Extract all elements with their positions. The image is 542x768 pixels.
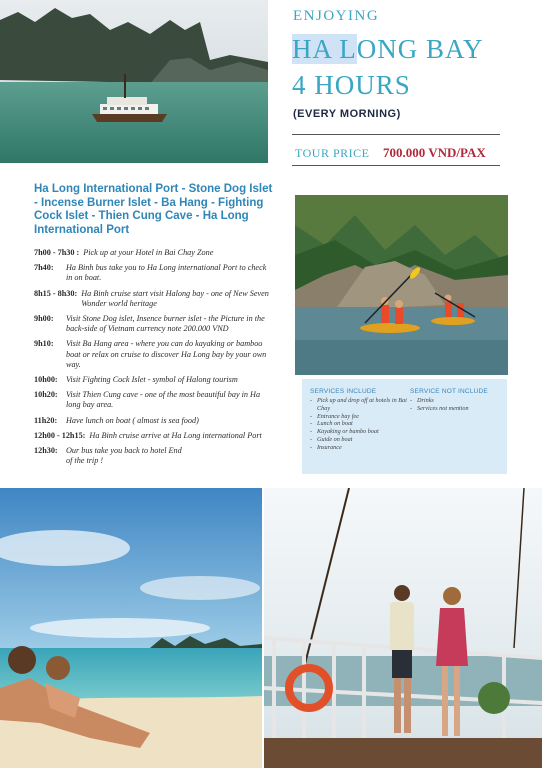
schedule-time: 7h00 - 7h30 : bbox=[34, 248, 80, 257]
list-item: - Kayaking or bambo boat bbox=[310, 428, 408, 436]
services-exclude-column bbox=[410, 388, 505, 413]
schedule-time: 10h20: bbox=[34, 390, 58, 400]
kicker-text: ENJOYING bbox=[293, 8, 380, 24]
schedule-item bbox=[34, 314, 274, 334]
schedule-item bbox=[34, 416, 274, 426]
list-item: - Guide on boat bbox=[310, 436, 408, 444]
schedule-desc: Ha Binh cruise arrive at Ha Long international Port bbox=[89, 430, 262, 440]
schedule-time: 8h15 - 8h30: bbox=[34, 288, 78, 298]
schedule-item bbox=[34, 289, 274, 309]
schedule-time: 12h30: bbox=[34, 446, 58, 456]
price-label: TOUR PRICE bbox=[295, 146, 370, 160]
tour-duration: 4 HOURS bbox=[292, 70, 411, 100]
schedule-time: 9h10: bbox=[34, 339, 54, 349]
list-item: - Services not mention bbox=[410, 405, 505, 413]
schedule-desc: Have lunch on boat ( almost is sea food) bbox=[66, 415, 199, 425]
services-exclude-heading: SERVICE NOT INCLUDE bbox=[410, 388, 488, 395]
tour-title bbox=[292, 34, 484, 65]
schedule-time: 10h00: bbox=[34, 375, 58, 385]
schedule-time: 9h00: bbox=[34, 314, 54, 324]
services-include-column bbox=[310, 388, 408, 452]
list-item: - Entrance bay fee bbox=[310, 413, 408, 421]
services-include-heading: SERVICES INCLUDE bbox=[310, 388, 377, 395]
route-description: Ha Long International Port - Stone Dog Islet - Incense Burner Islet - Ba Hang - Fighting Cock Islet - Thien Cung Cave - Ha Long International Port bbox=[34, 183, 273, 236]
schedule-time: 11h20: bbox=[34, 415, 58, 425]
schedule-item bbox=[34, 446, 274, 466]
schedule-item bbox=[34, 248, 274, 258]
schedule-item bbox=[34, 431, 274, 441]
kayaking-photo bbox=[295, 195, 508, 375]
schedule-item bbox=[34, 339, 274, 370]
schedule-desc: Visit Fighting Cock Islet - symbol of Halong tourism bbox=[66, 375, 238, 385]
schedule-time: 7h40: bbox=[34, 263, 54, 273]
schedule-item bbox=[34, 390, 274, 410]
list-item: - Insurance bbox=[310, 444, 408, 452]
schedule-list bbox=[34, 248, 274, 471]
schedule-item bbox=[34, 375, 274, 385]
schedule-desc: Ha Binh bus take you to Ha Long international Port to check in on boat. bbox=[66, 263, 267, 283]
tour-frequency: (EVERY MORNING) bbox=[293, 108, 401, 120]
schedule-desc: Our bus take you back to hotel End of the trip ! bbox=[66, 446, 182, 466]
list-item: - Lunch on boat bbox=[310, 420, 408, 428]
services-include-list bbox=[310, 397, 408, 452]
beach-couple-photo bbox=[0, 488, 262, 768]
services-box bbox=[302, 379, 507, 474]
services-exclude-list bbox=[410, 397, 505, 413]
schedule-desc: Visit Thien Cung cave - one of the most beautiful bay in Ha long bay area. bbox=[66, 390, 261, 410]
list-item: - Drinks bbox=[410, 397, 505, 405]
price-value: 700.000 VND/PAX bbox=[383, 145, 486, 160]
schedule-item bbox=[34, 263, 274, 283]
tour-title-highlight: HA L bbox=[292, 34, 357, 64]
tour-title-rest: ONG BAY bbox=[356, 34, 484, 64]
schedule-desc: Pick up at your Hotel in Bai Chay Zone bbox=[83, 248, 214, 257]
schedule-desc: Visit Stone Dog islet, Insence burner islet - the Picture in the back-side of Vietnam currency note 200.000 VND bbox=[66, 314, 265, 334]
schedule-desc: Visit Ba Hang area - where you can do kayaking or bamboo boat or relax on cruise to discover Ha Long bay by your own way. bbox=[66, 339, 267, 369]
schedule-time: 12h00 - 12h15: bbox=[34, 430, 86, 440]
divider-top bbox=[292, 134, 500, 135]
boat-deck-couple-photo bbox=[264, 488, 542, 768]
divider-bottom bbox=[292, 165, 500, 166]
list-item: - Pick up and drop off at hotels in Bai Chay bbox=[310, 397, 408, 413]
schedule-desc: Ha Binh cruise start visit Halong bay - one of New Seven Wonder world heritage bbox=[81, 288, 269, 308]
halong-bay-cruise-photo bbox=[0, 0, 268, 163]
